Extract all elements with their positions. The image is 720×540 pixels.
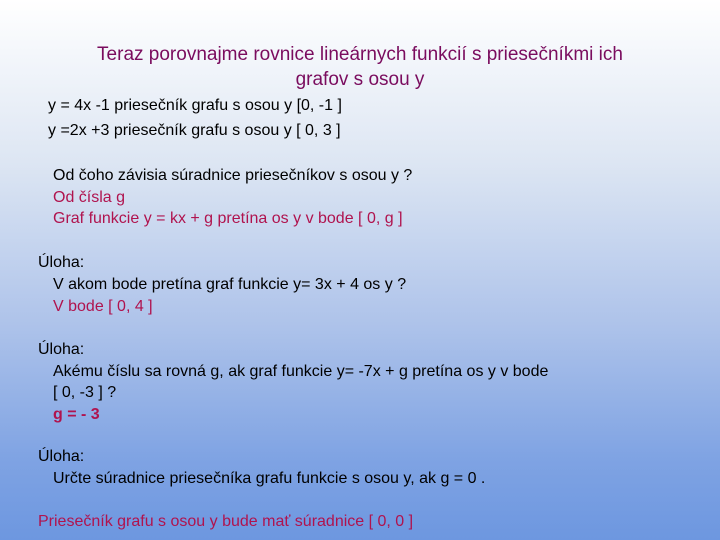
equation-1: y = 4x -1 priesečník grafu s osou y [0, -1 ] xyxy=(48,97,342,114)
question-answer: Od čísla g xyxy=(53,189,126,206)
question-text: Od čoho závisia súradnice priesečníkov s osou y ? xyxy=(53,167,413,184)
task3-heading: Úloha: xyxy=(38,448,85,465)
task1-answer: V bode [ 0, 4 ] xyxy=(53,298,153,315)
conclusion-text: Priesečník grafu s osou y bude mať súradnice [ 0, 0 ] xyxy=(38,513,414,530)
question-rule: Graf funkcie y = kx + g pretína os y v bode [ 0, g ] xyxy=(53,210,403,227)
task2-question-line-1: Akému číslu sa rovná g, ak graf funkcie y= -7x + g pretína os y v bode xyxy=(53,363,549,380)
task2-answer: g = - 3 xyxy=(53,406,100,423)
task1-question: V akom bode pretína graf funkcie y= 3x + 4 os y ? xyxy=(53,276,407,293)
slide-title xyxy=(40,42,680,92)
task2-heading: Úloha: xyxy=(38,341,85,358)
task2-question-line-2: [ 0, -3 ] ? xyxy=(53,384,117,401)
task3-question: Určte súradnice priesečníka grafu funkcie s osou y, ak g = 0 . xyxy=(53,470,486,487)
task1-heading: Úloha: xyxy=(38,254,85,271)
title-line-2: grafov s osou y xyxy=(295,69,425,90)
title-line-1: Teraz porovnajme rovnice lineárnych funkcií s priesečníkmi ich xyxy=(97,44,623,65)
equation-2: y =2x +3 priesečník grafu s osou y [ 0, 3 ] xyxy=(48,122,341,139)
